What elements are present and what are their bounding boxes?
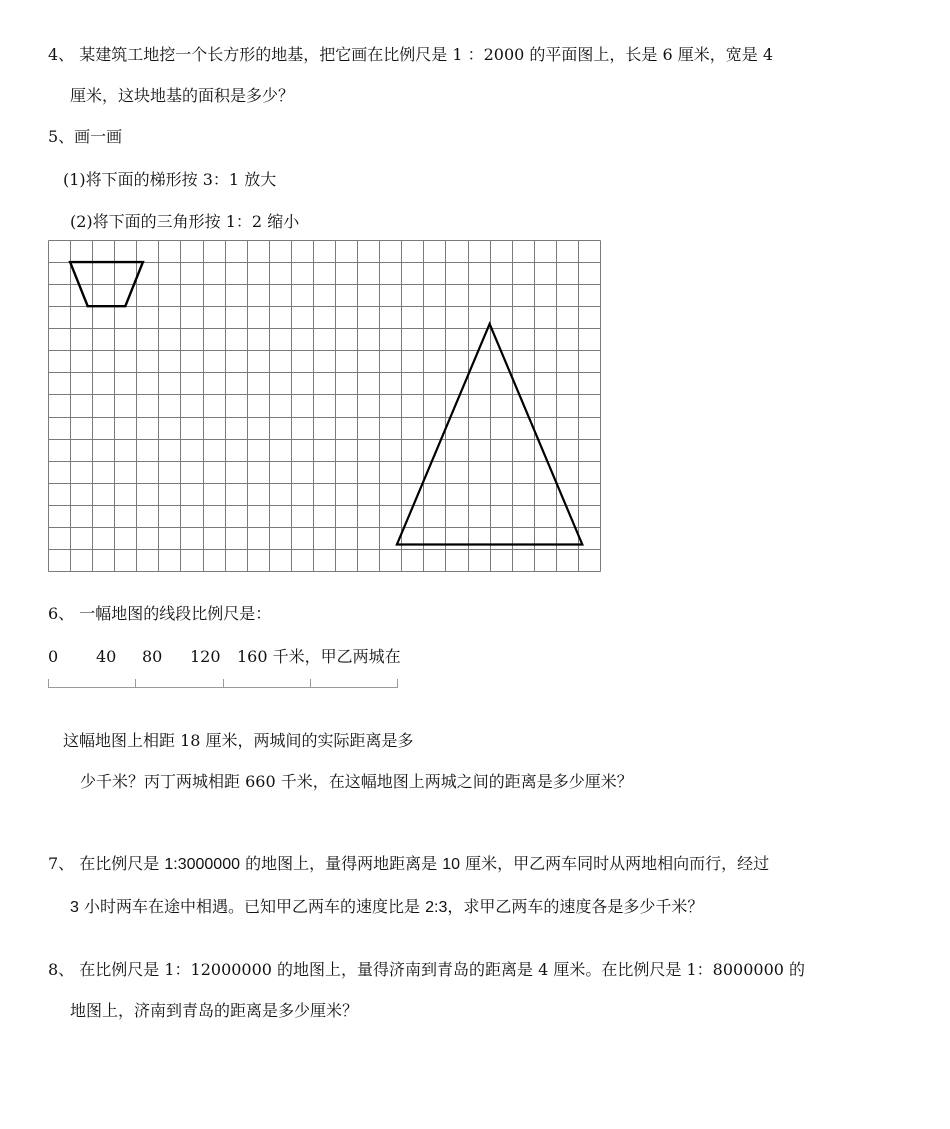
- scale-label-80: 80: [142, 647, 163, 666]
- q4-line1: 4、 某建筑工地挖一个长方形的地基，把它画在比例尺是 1 ：2000 的平面图上，长是 6 厘米，宽是 4: [48, 45, 774, 64]
- line-segment-scale: [48, 676, 402, 692]
- scale-label-120: 120: [190, 647, 221, 666]
- q6-line2: 这幅地图上相距 18 厘米，两城间的实际距离是多: [63, 731, 414, 750]
- q5-title: 5、画一画: [48, 127, 123, 146]
- q4-line2: 厘米，这块地基的面积是多少？: [70, 86, 295, 105]
- q6-line3: 少千米？丙丁两城相距 660 千米，在这幅地图上两城之间的距离是多少厘米？: [80, 772, 633, 791]
- drawing-grid: [48, 240, 601, 572]
- q7-mid: 的地图上，量得两地距离是: [240, 854, 443, 873]
- q7-line1: [48, 854, 769, 875]
- q7-line2-mid: 小时两车在途中相遇。已知甲乙两车的速度比是: [78, 897, 426, 916]
- q7-suffix: 厘米，甲乙两车同时从两地相向而行，经过: [459, 854, 770, 873]
- q7-ratio: 2:3: [425, 899, 448, 916]
- q7-distance: 10: [442, 856, 460, 873]
- q7-scale: 1:3000000: [164, 856, 240, 873]
- q6-title: 6、 一幅地图的线段比例尺是：: [48, 604, 272, 623]
- scale-label-160-text: 160 千米，甲乙两城在: [237, 647, 401, 666]
- q7-hours: 3: [70, 899, 79, 916]
- q8-line1: 8、 在比例尺是 1：12000000 的地图上，量得济南到青岛的距离是 4 厘米。在比例尺是 1：8000000 的: [48, 960, 806, 979]
- q8-line2: 地图上，济南到青岛的距离是多少厘米？: [70, 1001, 359, 1020]
- q7-line2-suffix: ，求甲乙两车的速度各是多少千米？: [447, 897, 704, 916]
- triangle-shape: [397, 324, 582, 545]
- q5-part2: (2)将下面的三角形按 1：2 缩小: [70, 212, 300, 231]
- q7-prefix: 7、 在比例尺是: [48, 854, 165, 873]
- q7-line2: [70, 897, 703, 918]
- scale-label-40: 40: [96, 647, 117, 666]
- scale-label-0: 0: [48, 647, 59, 666]
- q5-part1: (1)将下面的梯形按 3：1 放大: [63, 170, 277, 189]
